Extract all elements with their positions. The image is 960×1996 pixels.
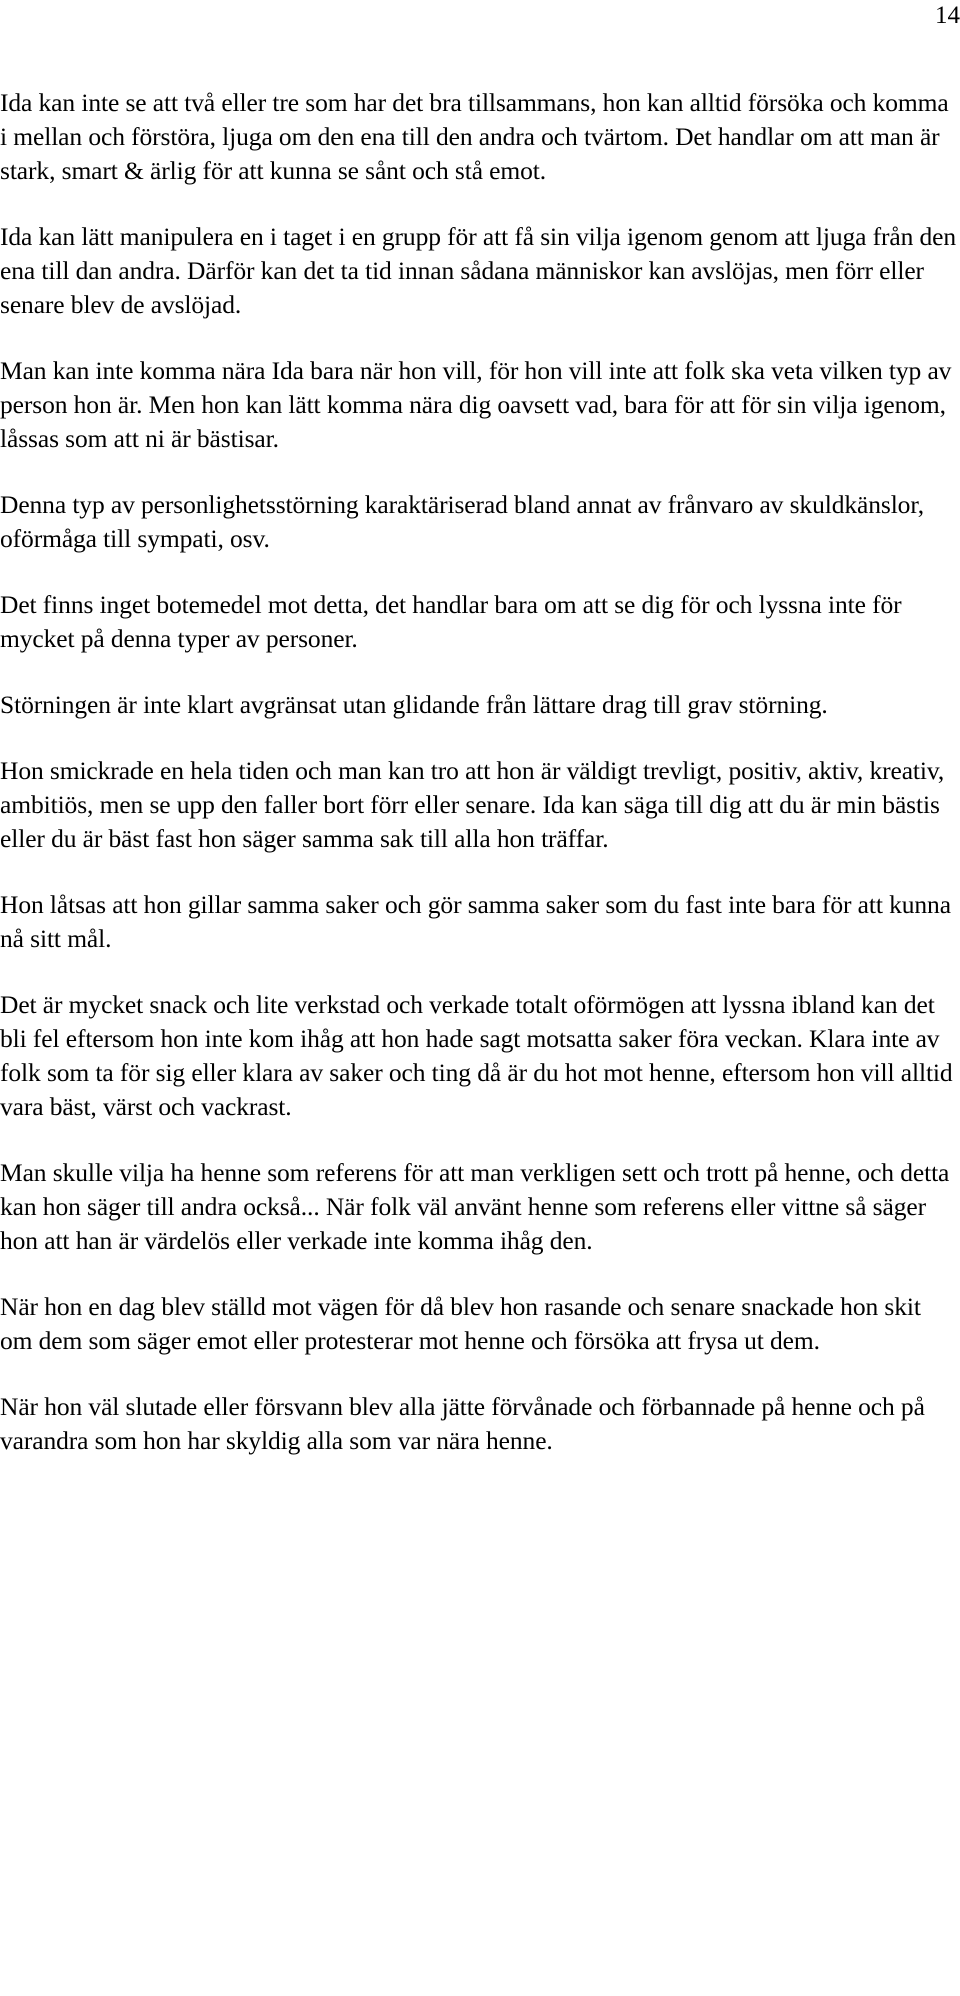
paragraph: När hon väl slutade eller försvann blev alla jätte förvånade och förbannade på henne och på varandra som hon har skyldig alla som var nära henne.: [0, 1392, 925, 1455]
document-body: [0, 86, 958, 1490]
paragraph: Det finns inget botemedel mot detta, det handlar bara om att se dig för och lyssna inte för mycket på denna typer av personer.: [0, 590, 902, 653]
paragraph: Hon låtsas att hon gillar samma saker och gör samma saker som du fast inte bara för att kunna nå sitt mål.: [0, 890, 951, 953]
paragraph: Man kan inte komma nära Ida bara när hon vill, för hon vill inte att folk ska veta vilken typ av person hon är. Men hon kan lätt komma nära dig oavsett vad, bara för att för sin vilja igenom, låssas som att ni är bästisar.: [0, 356, 952, 453]
paragraph: Störningen är inte klart avgränsat utan glidande från lättare drag till grav störning.: [0, 690, 828, 719]
paragraph: När hon en dag blev ställd mot vägen för då blev hon rasande och senare snackade hon skit om dem som säger emot eller protesterar mot henne och försöka att frysa ut dem.: [0, 1292, 921, 1355]
paragraph: Det är mycket snack och lite verkstad och verkade totalt oförmögen att lyssna ibland kan det bli fel eftersom hon inte kom ihåg att hon hade sagt motsatta saker föra veckan. Klara inte av folk som ta för sig eller klara av saker och ting då är du hot mot henne, eftersom hon vill alltid vara bäst, värst och vackrast.: [0, 990, 953, 1121]
page-number: 14: [935, 2, 960, 29]
paragraph: Denna typ av personlighetsstörning karaktäriserad bland annat av frånvaro av skuldkänslor, oförmåga till sympati, osv.: [0, 490, 924, 553]
paragraph: Ida kan inte se att två eller tre som har det bra tillsammans, hon kan alltid försöka och komma i mellan och förstöra, ljuga om den ena till den andra och tvärtom. Det handlar om att man är stark, smart & ärlig för att kunna se sånt och stå emot.: [0, 88, 949, 185]
paragraph: Hon smickrade en hela tiden och man kan tro att hon är väldigt trevligt, positiv, aktiv, kreativ, ambitiös, men se upp den faller bort förr eller senare. Ida kan säga till dig att du är min bästis eller du är bäst fast hon säger samma sak till alla hon träffar.: [0, 756, 945, 853]
paragraph: Man skulle vilja ha henne som referens för att man verkligen sett och trott på henne, och detta kan hon säger till andra också... När folk väl använt henne som referens eller vittne så säger hon att han är värdelös eller verkade inte komma ihåg den.: [0, 1158, 950, 1255]
paragraph: Ida kan lätt manipulera en i taget i en grupp för att få sin vilja igenom genom att ljuga från den ena till dan andra. Därför kan det ta tid innan sådana människor kan avslöjas, men förr eller senare blev de avslöjad.: [0, 222, 957, 319]
